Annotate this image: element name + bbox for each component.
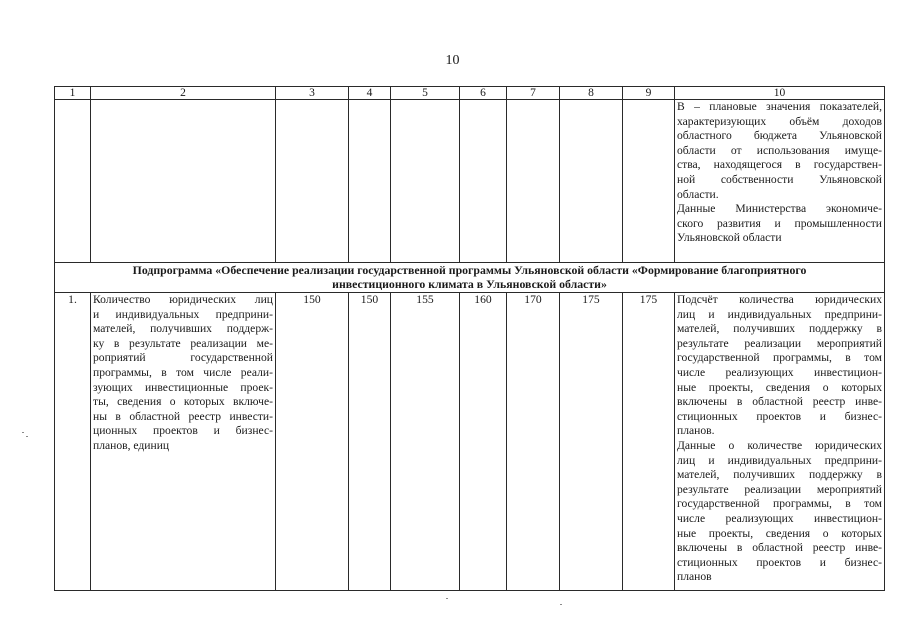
value-cell: 175 bbox=[623, 293, 675, 591]
note-line: Ульяновской области bbox=[677, 231, 782, 245]
method-line: Данные о количестве юридических bbox=[677, 438, 882, 452]
indicator-line: и индивидуальных предприни- bbox=[93, 307, 273, 321]
method-line: включены в областной реестр инве- bbox=[677, 395, 882, 409]
empty-cell bbox=[460, 100, 507, 263]
method-line: результате реализации мероприятий bbox=[677, 482, 882, 496]
column-number: 6 bbox=[460, 87, 507, 100]
method-line: результате реализации мероприятий bbox=[677, 336, 882, 350]
indicator-line: ку в результате реализации ме- bbox=[93, 336, 273, 350]
indicator-line: Количество юридических лиц bbox=[93, 293, 273, 306]
subprogram-heading bbox=[55, 263, 885, 293]
empty-cell bbox=[349, 100, 391, 263]
row-number: 1. bbox=[55, 293, 91, 591]
note-line: областного бюджета Ульяновской bbox=[677, 129, 882, 143]
indicator-line: зующих инвестиционные проек- bbox=[93, 380, 273, 394]
indicator-line: программы, в том числе реали- bbox=[93, 365, 273, 379]
note-line: ства, находящегося в государствен- bbox=[677, 158, 882, 172]
indicator-line: ны в областной реестр инвести- bbox=[93, 409, 273, 423]
method-line: государственной программы, в том bbox=[677, 497, 882, 511]
column-number: 9 bbox=[623, 87, 675, 100]
column-number: 2 bbox=[91, 87, 276, 100]
note-line: ной собственности Ульяновской bbox=[677, 172, 882, 186]
empty-cell bbox=[391, 100, 460, 263]
method-line: планов bbox=[677, 570, 712, 584]
indicator-line: планов, единиц bbox=[93, 438, 170, 452]
value-cell: 150 bbox=[349, 293, 391, 591]
indicator-line: мателей, получивших поддерж- bbox=[93, 322, 273, 336]
indicators-table bbox=[54, 86, 885, 591]
method-line: мателей, получивших поддержку в bbox=[677, 468, 882, 482]
method-line: включены в областной реестр инве- bbox=[677, 541, 882, 555]
empty-cell bbox=[55, 100, 91, 263]
indicator-name-cell bbox=[91, 293, 276, 591]
column-number: 4 bbox=[349, 87, 391, 100]
note-line: В – плановые значения показателей, bbox=[677, 100, 882, 113]
empty-cell bbox=[91, 100, 276, 263]
method-line: лиц и индивидуальных предприни- bbox=[677, 453, 882, 467]
empty-cell bbox=[560, 100, 623, 263]
scan-speck bbox=[560, 604, 562, 605]
method-line: стиционных проектов и бизнес- bbox=[677, 409, 882, 423]
column-number-row bbox=[55, 87, 885, 100]
subprogram-row bbox=[55, 263, 885, 293]
method-line: лиц и индивидуальных предприни- bbox=[677, 307, 882, 321]
indicator-line: ты, сведения о которых включе- bbox=[93, 395, 273, 409]
table-row bbox=[55, 293, 885, 591]
column-number: 10 bbox=[675, 87, 885, 100]
column-number: 7 bbox=[507, 87, 560, 100]
empty-cell bbox=[507, 100, 560, 263]
method-line: числе реализующих инвестицион- bbox=[677, 365, 882, 379]
indicator-line: ционных проектов и бизнес- bbox=[93, 424, 273, 438]
method-line: Подсчёт количества юридических bbox=[677, 293, 882, 306]
value-cell: 175 bbox=[560, 293, 623, 591]
note-line: Данные Министерства экономиче- bbox=[677, 202, 882, 216]
indicator-line: роприятий государственной bbox=[93, 351, 273, 365]
subprogram-heading-line: Подпрограмма «Обеспечение реализации государственной программы Ульяновской области «Формирование благоприятного bbox=[132, 263, 807, 277]
calculation-note-cell bbox=[675, 100, 885, 263]
empty-cell bbox=[276, 100, 349, 263]
column-number: 3 bbox=[276, 87, 349, 100]
method-line: числе реализующих инвестицион- bbox=[677, 511, 882, 525]
value-cell: 155 bbox=[391, 293, 460, 591]
note-line: характеризующих объём доходов bbox=[677, 114, 882, 128]
scan-speck bbox=[446, 598, 448, 599]
note-line: ского развития и промышленности bbox=[677, 216, 882, 230]
scan-speck bbox=[26, 436, 28, 437]
page-number: 10 bbox=[445, 53, 460, 68]
table-row bbox=[55, 100, 885, 263]
empty-cell bbox=[623, 100, 675, 263]
subprogram-heading-line: инвестиционного климата в Ульяновской области» bbox=[332, 277, 607, 292]
note-line: области от использования имуще- bbox=[677, 143, 882, 157]
method-line: ные проекты, сведения о которых bbox=[677, 380, 882, 394]
method-line: ные проекты, сведения о которых bbox=[677, 526, 882, 540]
note-line: области. bbox=[677, 187, 719, 201]
scan-speck bbox=[22, 432, 24, 433]
method-line: мателей, получивших поддержку в bbox=[677, 322, 882, 336]
value-cell: 160 bbox=[460, 293, 507, 591]
method-line: стиционных проектов и бизнес- bbox=[677, 555, 882, 569]
column-number: 5 bbox=[391, 87, 460, 100]
method-line: государственной программы, в том bbox=[677, 351, 882, 365]
value-cell: 170 bbox=[507, 293, 560, 591]
column-number: 1 bbox=[55, 87, 91, 100]
method-line: планов. bbox=[677, 424, 715, 438]
column-number: 8 bbox=[560, 87, 623, 100]
value-cell: 150 bbox=[276, 293, 349, 591]
calculation-method-cell bbox=[675, 293, 885, 591]
